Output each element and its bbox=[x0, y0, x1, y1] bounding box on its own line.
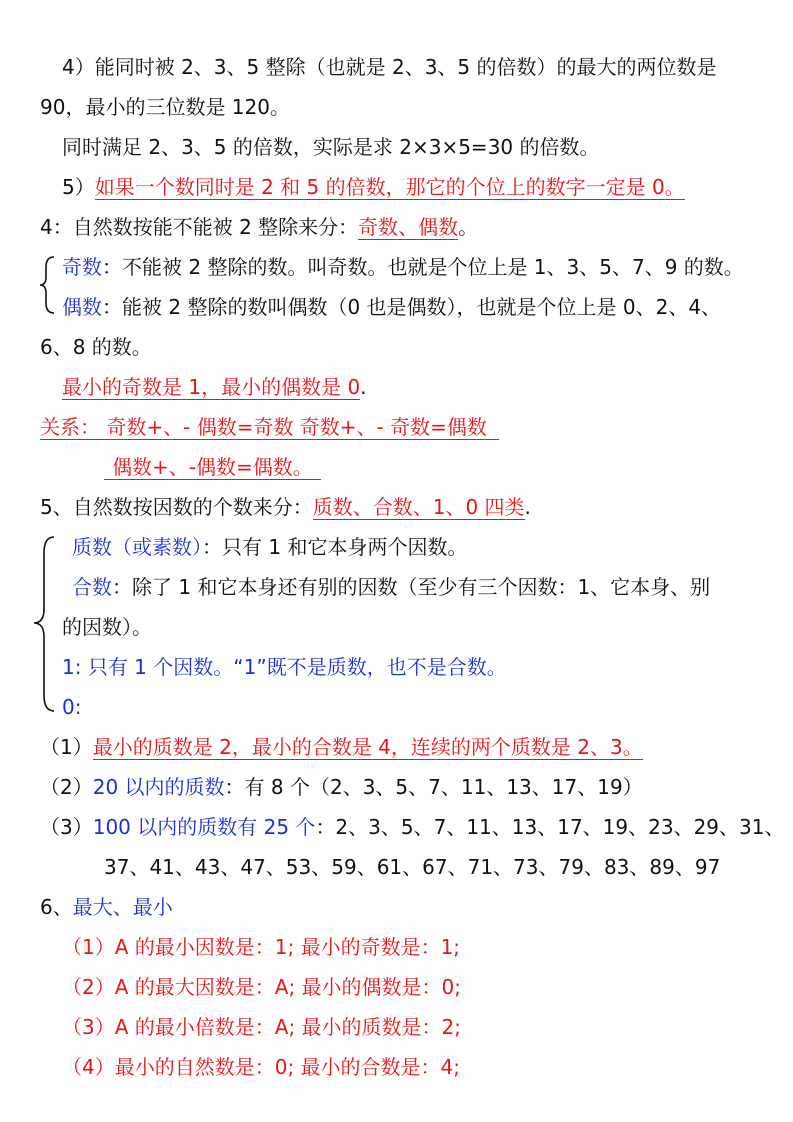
line-s4-2: 90，最小的三位数是 120。 bbox=[40, 95, 290, 119]
line-s4-4 bbox=[62, 173, 685, 201]
relation-1-text: 关系： 奇数+、- 偶数=奇数 奇数+、- 奇数=偶数 bbox=[40, 415, 499, 440]
point-2-blue: 20 以内的质数 bbox=[92, 775, 225, 799]
composite-label: 合数 bbox=[72, 575, 112, 599]
even-text: ：能被 2 整除的数叫偶数（0 也是偶数），也就是个位上是 0、2、4、 bbox=[102, 295, 722, 319]
def-odd bbox=[62, 253, 744, 281]
rule-red: 如果一个数同时是 2 和 5 的倍数，那它的个位上的数字一定是 0。 bbox=[94, 175, 685, 199]
list-item: （1）A 的最小因数是：1; 最小的奇数是：1; bbox=[62, 935, 461, 959]
min-red: 最小的奇数是 1，最小的偶数是 0 bbox=[62, 375, 361, 399]
def-zero: 0: bbox=[62, 695, 82, 719]
prime-label: 质数（或素数） bbox=[72, 535, 202, 559]
heading-sec4 bbox=[40, 213, 478, 241]
min-end: . bbox=[360, 375, 367, 399]
def-composite-cont: 的因数）。 bbox=[62, 615, 152, 639]
def-even bbox=[62, 293, 721, 321]
relation-2-text: 偶数+、-偶数=偶数。 bbox=[104, 455, 321, 480]
point-2-text: ：有 8 个（2、3、5、7、11、13、17、19） bbox=[224, 775, 643, 799]
prefix: （1） bbox=[40, 735, 93, 759]
point-3-text: ：2、3、5、7、11、13、17、19、23、29、31、 bbox=[315, 815, 785, 839]
def-even-cont: 6、8 的数。 bbox=[40, 335, 152, 359]
point-1 bbox=[40, 733, 643, 761]
heading-sec5 bbox=[40, 493, 531, 521]
composite-text: ：除了 1 和它本身还有别的因数（至少有三个因数：1、它本身、别 bbox=[112, 575, 711, 599]
line-s4-3: 同时满足 2、3、5 的倍数，实际是求 2×3×5=30 的倍数。 bbox=[62, 135, 600, 159]
heading-red: 质数、合数、1、0 四类 bbox=[312, 495, 525, 519]
heading-text: 4：自然数按能不能被 2 整除来分： bbox=[40, 215, 359, 239]
even-label: 偶数 bbox=[62, 295, 102, 319]
prefix: 5） bbox=[62, 175, 95, 199]
point-3-blue: 100 以内的质数有 25 个 bbox=[92, 815, 316, 839]
left-brace-icon bbox=[32, 535, 56, 715]
list-item: （2）A 的最大因数是：A; 最小的偶数是：0; bbox=[62, 975, 462, 999]
relation-2 bbox=[104, 453, 321, 481]
heading-text: 6、 bbox=[40, 895, 73, 919]
prefix: （2） bbox=[40, 775, 93, 799]
point-3 bbox=[40, 813, 784, 841]
list-item: （3）A 的最小倍数是：A; 最小的质数是：2; bbox=[62, 1015, 462, 1039]
point-3-cont: 37、41、43、47、53、59、61、67、71、73、79、83、89、97 bbox=[104, 855, 721, 879]
heading-red: 奇数、偶数 bbox=[358, 215, 459, 239]
heading-sec6 bbox=[40, 893, 173, 921]
line-s4-1: 4）能同时被 2、3、5 整除（也就是 2、3、5 的倍数）的最大的两位数是 bbox=[62, 55, 717, 79]
def-composite bbox=[72, 573, 710, 601]
heading-end: . bbox=[524, 495, 531, 519]
def-one: 1: 只有 1 个因数。“1”既不是质数，也不是合数。 bbox=[62, 655, 507, 679]
heading-blue: 最大、最小 bbox=[72, 895, 173, 919]
odd-text: ：不能被 2 整除的数。叫奇数。也就是个位上是 1、3、5、7、9 的数。 bbox=[102, 255, 744, 279]
def-prime bbox=[72, 533, 467, 561]
min-odd-even bbox=[62, 373, 367, 401]
heading-text: 5、自然数按因数的个数来分： bbox=[40, 495, 313, 519]
point-1-red: 最小的质数是 2，最小的合数是 4，连续的两个质数是 2、3。 bbox=[92, 735, 643, 759]
prime-text: ：只有 1 和它本身两个因数。 bbox=[202, 535, 468, 559]
prefix: （3） bbox=[40, 815, 93, 839]
heading-end: 。 bbox=[458, 215, 479, 239]
relation-1 bbox=[40, 413, 499, 441]
list-item: （4）最小的自然数是：0; 最小的合数是：4; bbox=[62, 1055, 461, 1079]
odd-label: 奇数 bbox=[62, 255, 102, 279]
point-2 bbox=[40, 773, 643, 801]
left-brace-icon bbox=[38, 255, 58, 315]
